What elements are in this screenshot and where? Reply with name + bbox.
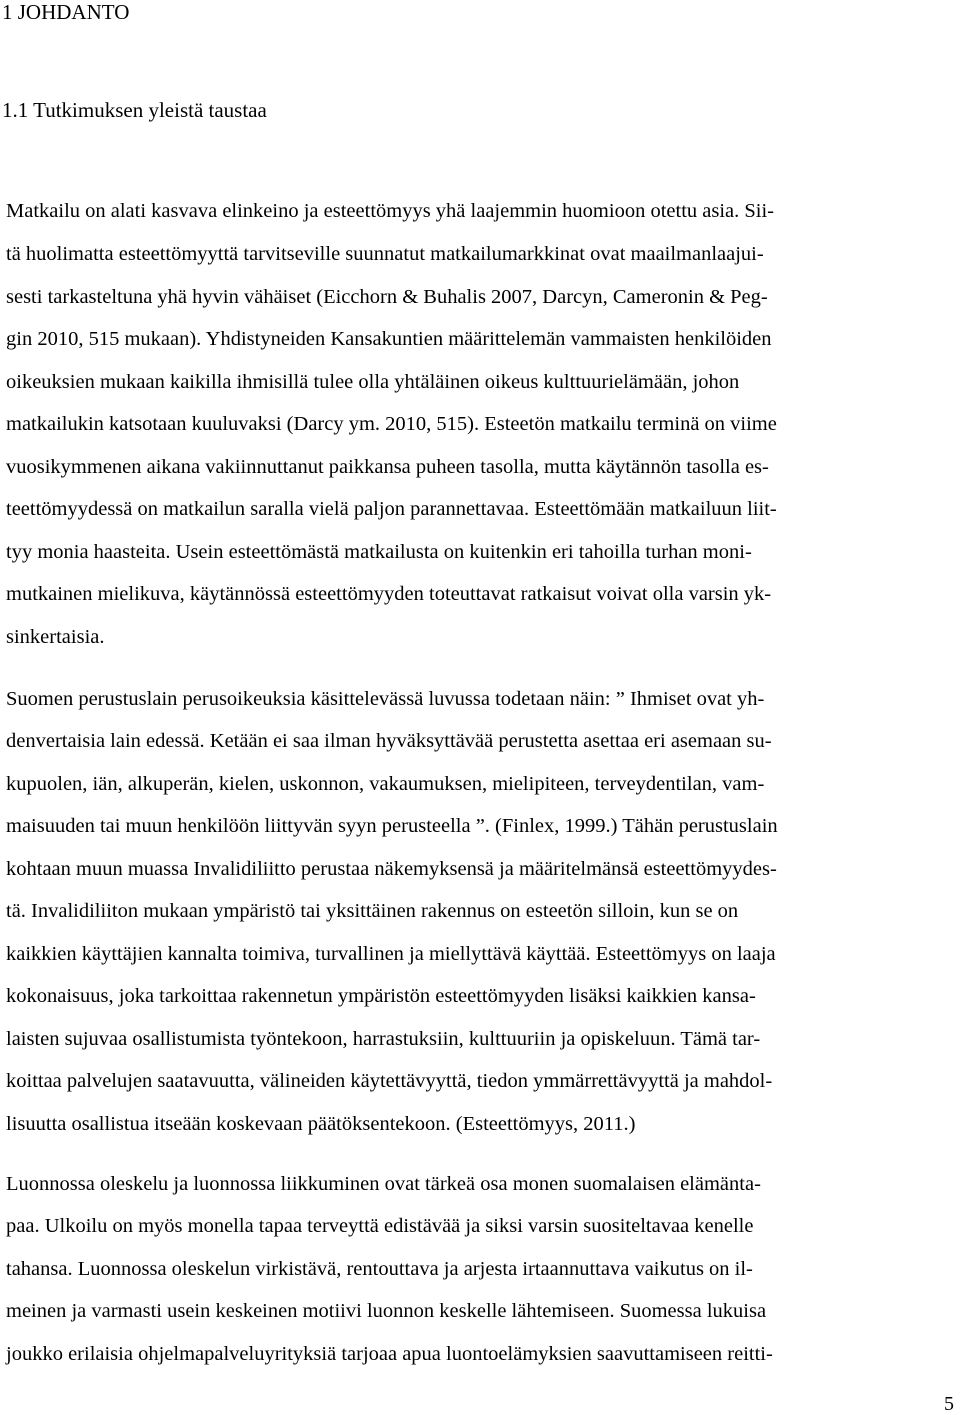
paragraph-line: joukko erilaisia ohjelmapalveluyrityksiä tarjoaa apua luontoelämyksien saavuttamiseen reitti- (6, 1343, 773, 1365)
paragraph-line: denvertaisia lain edessä. Ketään ei saa ilman hyväksyttävää perustetta asettaa eri asemaan su- (6, 730, 772, 752)
paragraph-line: mutkainen mielikuva, käytännössä esteettömyyden toteuttavat ratkaisut voivat olla varsin yk- (6, 583, 772, 605)
paragraph-line: tä. Invalidiliiton mukaan ympäristö tai yksittäinen rakennus on esteetön silloin, kun se on (6, 900, 739, 922)
paragraph-line: kohtaan muun muassa Invalidiliitto perustaa näkemyksensä ja määritelmänsä esteettömyydes- (6, 858, 777, 880)
paragraph-line: vuosikymmenen aikana vakiinnuttanut paikkansa puheen tasolla, mutta käytännön tasolla es- (6, 456, 769, 478)
paragraph-line: tahansa. Luonnossa oleskelun virkistävä, rentouttava ja arjesta irtaannuttava vaikutus on il- (6, 1258, 753, 1280)
paragraph-line: matkailukin katsotaan kuuluvaksi (Darcy ym. 2010, 515). Esteetön matkailu terminä on viime (6, 413, 777, 435)
page-number: 5 (944, 1393, 954, 1415)
paragraph-line: sesti tarkasteltuna yhä hyvin vähäiset (Eicchorn & Buhalis 2007, Darcyn, Cameronin & Peg- (6, 286, 768, 308)
paragraph-line: sinkertaisia. (6, 626, 105, 648)
paragraph-line: oikeuksien mukaan kaikilla ihmisillä tulee olla yhtäläinen oikeus kulttuurielämään, johon (6, 371, 740, 393)
paragraph-line: tyy monia haasteita. Usein esteettömästä matkailusta on kuitenkin eri tahoilla turhan moni- (6, 541, 752, 563)
paragraph-line: laisten sujuvaa osallistumista työntekoon, harrastuksiin, kulttuuriin ja opiskeluun. Tämä tar- (6, 1028, 761, 1050)
paragraph-line: tä huolimatta esteettömyyttä tarvitseville suunnatut matkailumarkkinat ovat maailmanlaajui- (6, 243, 764, 265)
paragraph-line: gin 2010, 515 mukaan). Yhdistyneiden Kansakuntien määrittelemän vammaisten henkilöiden (6, 328, 772, 350)
paragraph-line: kaikkien käyttäjien kannalta toimiva, turvallinen ja miellyttävä käyttää. Esteettömyys on laaja (6, 943, 776, 965)
paragraph-line: koittaa palvelujen saatavuutta, välineiden käytettävyyttä, tiedon ymmärrettävyyttä ja mahdol- (6, 1070, 773, 1092)
paragraph-line: lisuutta osallistua itseään koskevaan päätöksentekoon. (Esteettömyys, 2011.) (6, 1113, 636, 1135)
paragraph-line: maisuuden tai muun henkilöön liittyvän syyn perusteella ”. (Finlex, 1999.) Tähän perustuslain (6, 815, 778, 837)
paragraph-line: kupuolen, iän, alkuperän, kielen, uskonnon, vakaumuksen, mielipiteen, terveydentilan, vam- (6, 773, 765, 795)
paragraph-line: teettömyydessä on matkailun saralla vielä paljon parannettavaa. Esteettömään matkailuun liit- (6, 498, 777, 520)
paragraph-line: paa. Ulkoilu on myös monella tapaa terveyttä edistävää ja siksi varsin suositeltavaa kenelle (6, 1215, 754, 1237)
section-heading: 1.1 Tutkimuksen yleistä taustaa (2, 98, 267, 122)
paragraph-line: Luonnossa oleskelu ja luonnossa liikkuminen ovat tärkeä osa monen suomalaisen elämänta- (6, 1173, 761, 1195)
paragraph-line: meinen ja varmasti usein keskeinen motiivi luonnon keskelle lähtemiseen. Suomessa lukuisa (6, 1300, 767, 1322)
paragraph-line: kokonaisuus, joka tarkoittaa rakennetun ympäristön esteettömyyden lisäksi kaikkien kansa- (6, 985, 756, 1007)
paragraph-line: Suomen perustuslain perusoikeuksia käsittelevässä luvussa todetaan näin: ” Ihmiset ovat yh- (6, 688, 765, 710)
paragraph-line: Matkailu on alati kasvava elinkeino ja esteettömyys yhä laajemmin huomioon otettu asia. Sii- (6, 200, 774, 222)
chapter-heading: 1 JOHDANTO (2, 0, 130, 24)
